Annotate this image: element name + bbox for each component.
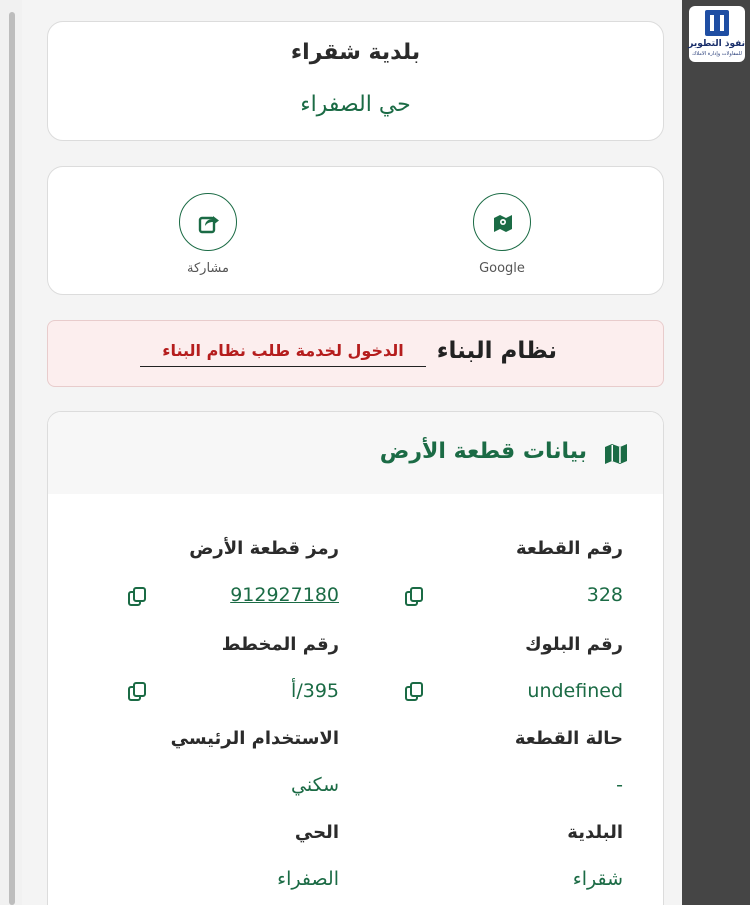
district-subtitle: حي الصفراء — [300, 92, 411, 117]
main-usage-value: سكني — [291, 774, 339, 796]
google-label: Google — [479, 261, 525, 276]
copy-icon[interactable] — [126, 586, 148, 608]
scrollbar-thumb[interactable] — [9, 12, 15, 905]
plot-number-value: 328 — [586, 584, 623, 606]
land-map-icon — [604, 444, 628, 464]
brand-subtitle: للمقاولات وإدارة الأملاك — [692, 51, 742, 57]
google-maps-button[interactable] — [452, 193, 552, 276]
plot-status-value: - — [616, 774, 623, 796]
building-system-link[interactable]: الدخول لخدمة طلب نظام البناء — [140, 341, 426, 367]
building-system-notice — [47, 320, 664, 387]
plan-number-value: 395/أ — [291, 680, 339, 702]
land-data-header — [48, 412, 664, 494]
municipality-label: البلدية — [567, 822, 623, 843]
municipality-value: شقراء — [572, 868, 623, 890]
share-button[interactable] — [158, 193, 258, 276]
copy-icon[interactable] — [403, 586, 425, 608]
district-value: الصفراء — [277, 868, 339, 890]
plot-status-label: حالة القطعة — [514, 728, 623, 749]
brand-title: نفوذ التطوير — [688, 39, 745, 49]
share-icon — [198, 212, 220, 234]
share-label: مشاركة — [187, 261, 229, 276]
copy-icon[interactable] — [126, 681, 148, 703]
side-panel — [682, 0, 750, 905]
municipality-title: بلدية شقراء — [290, 40, 421, 65]
main-usage-label: الاستخدام الرئيسي — [170, 728, 339, 749]
map-icon — [492, 212, 514, 234]
plot-number-label: رقم القطعة — [515, 538, 623, 559]
brand-mark-icon — [705, 10, 729, 36]
land-data-card — [47, 411, 664, 905]
plan-number-label: رقم المخطط — [221, 634, 339, 655]
scrollbar-track[interactable] — [0, 0, 22, 905]
block-number-label: رقم البلوك — [525, 634, 623, 655]
google-map-circle[interactable] — [473, 193, 531, 251]
share-circle[interactable] — [179, 193, 237, 251]
brand-logo — [689, 6, 745, 62]
actions-card — [47, 166, 664, 295]
land-code-label: رمز قطعة الأرض — [189, 538, 339, 559]
land-data-title: بيانات قطعة الأرض — [379, 439, 587, 464]
building-system-label: نظام البناء — [436, 338, 557, 364]
land-code-value[interactable]: 912927180 — [230, 584, 339, 606]
district-label: الحي — [294, 822, 339, 843]
copy-icon[interactable] — [403, 681, 425, 703]
block-number-value: undefined — [527, 680, 623, 702]
location-header-card — [47, 21, 664, 141]
